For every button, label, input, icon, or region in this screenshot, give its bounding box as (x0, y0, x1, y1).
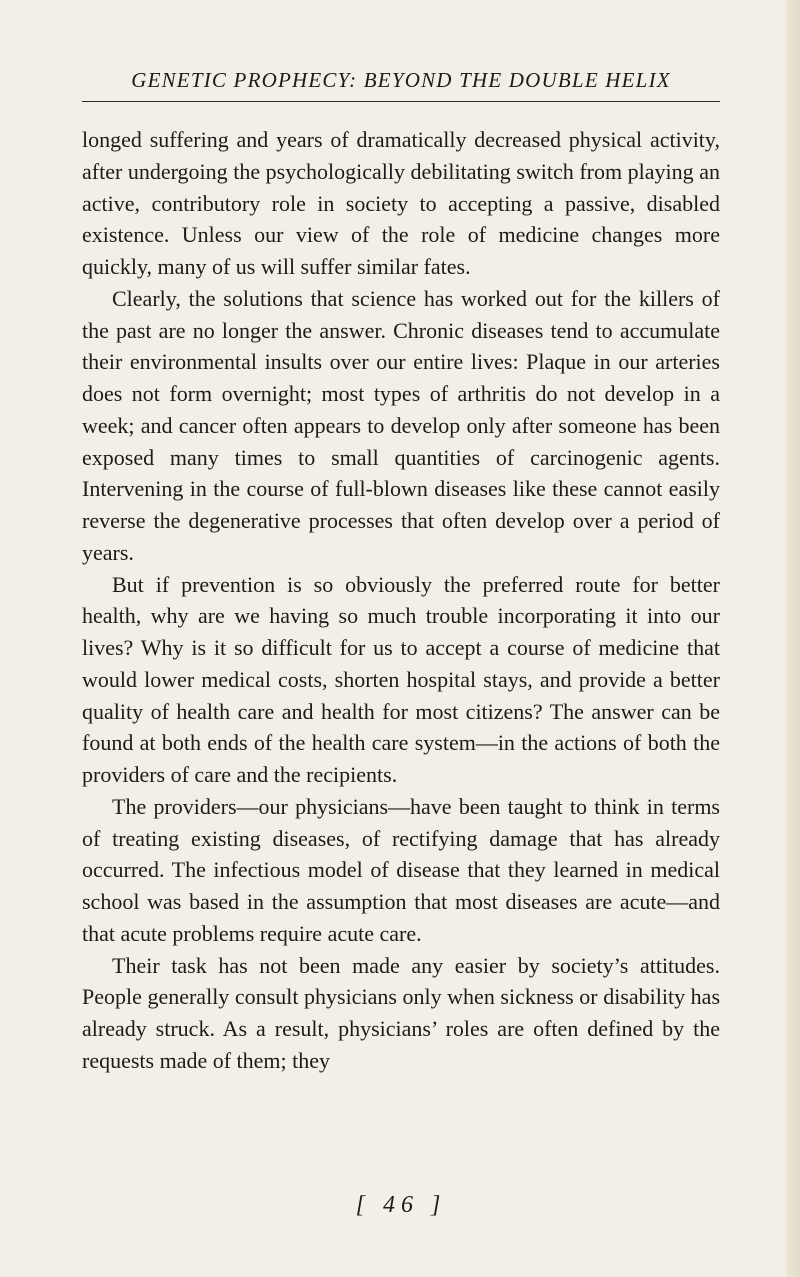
page-number: [ 46 ] (355, 1192, 447, 1218)
paragraph-1: longed suffering and years of dramatically decreased physical activity, after undergoing the psychologically debilitating switch from playing an active, contributory role in society to accepting a passive, disabled existence. Unless our view of the role of medicine changes more quickly, many of us will suffer similar fates. (82, 127, 720, 279)
header-rule (82, 101, 720, 102)
running-header-title: GENETIC PROPHECY: BEYOND THE DOUBLE HELIX (131, 68, 671, 92)
paragraph-2: Clearly, the solutions that science has worked out for the killers of the past are no longer the answer. Chronic diseases tend to accumulate their environmental insults over our entire lives: Plaque in our arteries does not form overnight; most types of arthritis do not develop in a week; and cancer often appears to develop only after someone has been exposed many times to small quantities of carcinogenic agents. Intervening in the course of full-blown diseases like these cannot easily reverse the degenerative processes that often develop over a period of years. (82, 285, 720, 565)
paragraph-4: The providers—our physicians—have been taught to think in terms of treating existing diseases, of rectifying damage that has already occurred. The infectious model of disease that they learned in medical school was based in the assumption that most diseases are acute—and that acute problems require acute care. (82, 793, 720, 946)
paragraph-5: Their task has not been made any easier by society’s attitudes. People generally consult physicians only when sickness or disability has already struck. As a result, physicians’ roles are often defined by the requests made of them; they (82, 952, 720, 1073)
body-text (82, 124, 720, 1077)
paragraph-3: But if prevention is so obviously the preferred route for better health, why are we having so much trouble incorporating it into our lives? Why is it so difficult for us to accept a course of medicine that would lower medical costs, shorten hospital stays, and provide a better quality of health care and health for most citizens? The answer can be found at both ends of the health care system—in the actions of both the providers of care and the recipients. (82, 571, 720, 787)
page-edge-shadow (786, 0, 800, 1277)
